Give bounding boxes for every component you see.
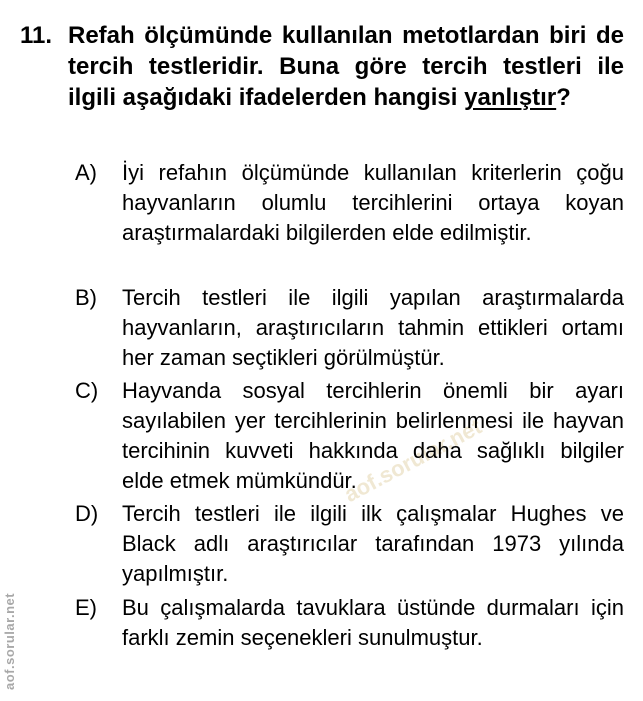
option-text: İyi refahın ölçümünde kullanılan kriterlerin çoğu hayvanların olumlu tercihlerini ortaya koyan araştırmalardaki bilgilerden elde edilmiştir. [122,160,624,245]
option-letter: B) [75,285,97,310]
option-text: Tercih testleri ile ilgili ilk çalışmalar Hughes ve Black adlı araştırıcılar tarafından 1973 yılında yapılmıştır. [122,501,624,586]
option-text: Hayvanda sosyal tercihlerin önemli bir ayarı sayılabilen yer tercihlerinin belirlenmesi ile hayvan tercihinin kuvveti hakkında daha sağlıklı bilgiler elde etmek mümkündür. [122,378,624,493]
question-stem [68,20,624,113]
question-stem-emphasis: yanlıştır [464,84,557,111]
question-stem-text: Refah ölçümünde kullanılan metotlardan biri de tercih testleridir. Buna göre tercih testleri ile ilgili aşağıdaki ifadelerden hangisi [68,22,624,111]
option-text: Bu çalışmalarda tavuklara üstünde durmaları için farklı zemin seçenekleri sunulmuştur. [122,595,624,650]
option-letter: E) [75,595,97,620]
question-stem-end: ? [556,84,571,111]
option-letter: D) [75,501,99,526]
question-number: 11. [20,22,53,49]
option-letter: A) [75,160,97,185]
option-text: Tercih testleri ile ilgili yapılan araştırmalarda hayvanların, araştırıcıların tahmin ettikleri ortamı her zaman seçtikleri görülmüştür. [122,285,624,370]
option-letter: C) [75,378,99,403]
center-watermark: aof.sorular.net [340,413,486,508]
side-watermark: aof.sorular.net [2,592,17,690]
